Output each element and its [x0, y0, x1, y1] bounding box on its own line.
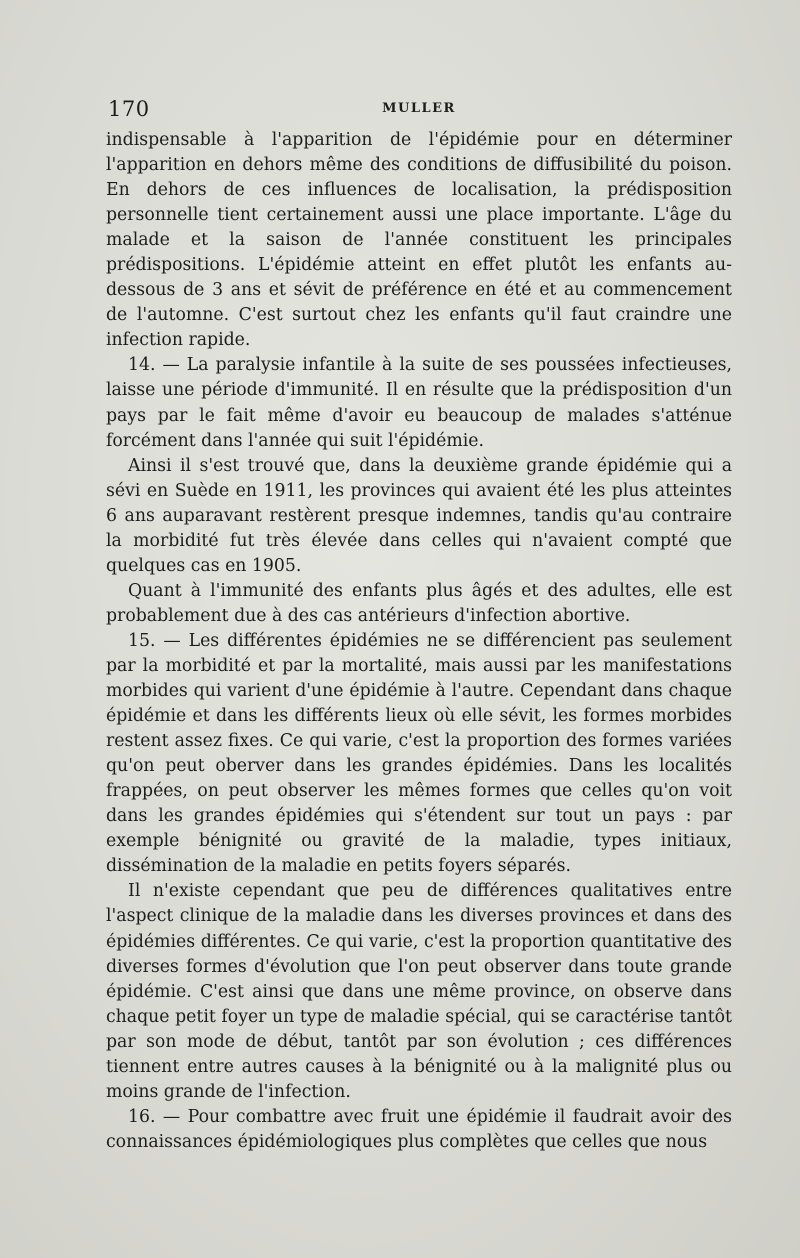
paragraph-immunity: Quant à l'immunité des enfants plus âgés et des adultes, elle est probablement due à des cas antérieurs d'infection abortive. — [106, 580, 732, 626]
paragraph-section-14: 14. — La paralysie infantile à la suite de ses poussées infectieuses, laisse une période d'immunité. Il en résulte que la prédisposition d'un pays par le fait même d'avoir eu beaucoup de malades s'atténue forcément dans l'année qui suit l'épidémie. — [106, 355, 732, 451]
paragraph-section-16: 16. — Pour combattre avec fruit une épidémie il faudrait avoir des connaissances épidémiologiques plus complètes que celles que nous — [106, 1106, 732, 1152]
page-header — [108, 97, 730, 123]
running-head: MULLER — [382, 101, 456, 116]
page-number: 170 — [108, 97, 150, 121]
paragraph-section-15: 15. — Les différentes épidémies ne se différencient pas seulement par la morbidité et par la mortalité, mais aussi par les manifestations morbides qui varient d'une épidémie à l'autre. Cependant dans chaque épidémie et dans les différents lieux où elle sévit, les formes morbides restent assez fixes. Ce qui varie, c'est la proportion des formes variées qu'on peut oberver dans les grandes épidémies. Dans les localités frappées, on peut observer les mêmes formes que celles qu'on voit dans les grandes épidémies qui s'étendent sur tout un pays : par exemple bénignité ou gravité de la maladie, types initiaux, dissémination de la maladie en petits foyers séparés. — [106, 630, 732, 877]
body-text — [106, 128, 732, 1155]
paragraph-continuation: indispensable à l'apparition de l'épidémie pour en déterminer l'apparition en dehors même des conditions de diffusibilité du poison. En dehors de ces influences de localisation, la prédisposition personnelle tient certainement aussi une place importante. L'âge du malade et la saison de l'année constituent les principales prédispositions. L'épidémie atteint en effet plutôt les enfants au-dessous de 3 ans et sévit de préférence en été et au commencement de l'automne. C'est surtout chez les enfants qu'il faut craindre une infection rapide. — [106, 130, 732, 351]
paragraph-sweden-epidemic: Ainsi il s'est trouvé que, dans la deuxième grande épidémie qui a sévi en Suède en 1911, les provinces qui avaient été les plus atteintes 6 ans auparavant restèrent presque indemnes, tandis qu'au contraire la morbidité fut très élevée dans celles qui n'avaient compté que quelques cas en 1905. — [106, 455, 732, 576]
paragraph-qualitative-differences: Il n'existe cependant que peu de différences qualitatives entre l'aspect clinique de la maladie dans les diverses provinces et dans des épidémies différentes. Ce qui varie, c'est la proportion quantitative des diverses formes d'évolution que l'on peut observer dans toute grande épidémie. C'est ainsi que dans une même province, on observe dans chaque petit foyer un type de maladie spécial, qui se caractérise tantôt par son mode de début, tantôt par son évolution ; ces différences tiennent entre autres causes à la bénignité ou à la malignité plus ou moins grande de l'infection. — [106, 881, 732, 1102]
